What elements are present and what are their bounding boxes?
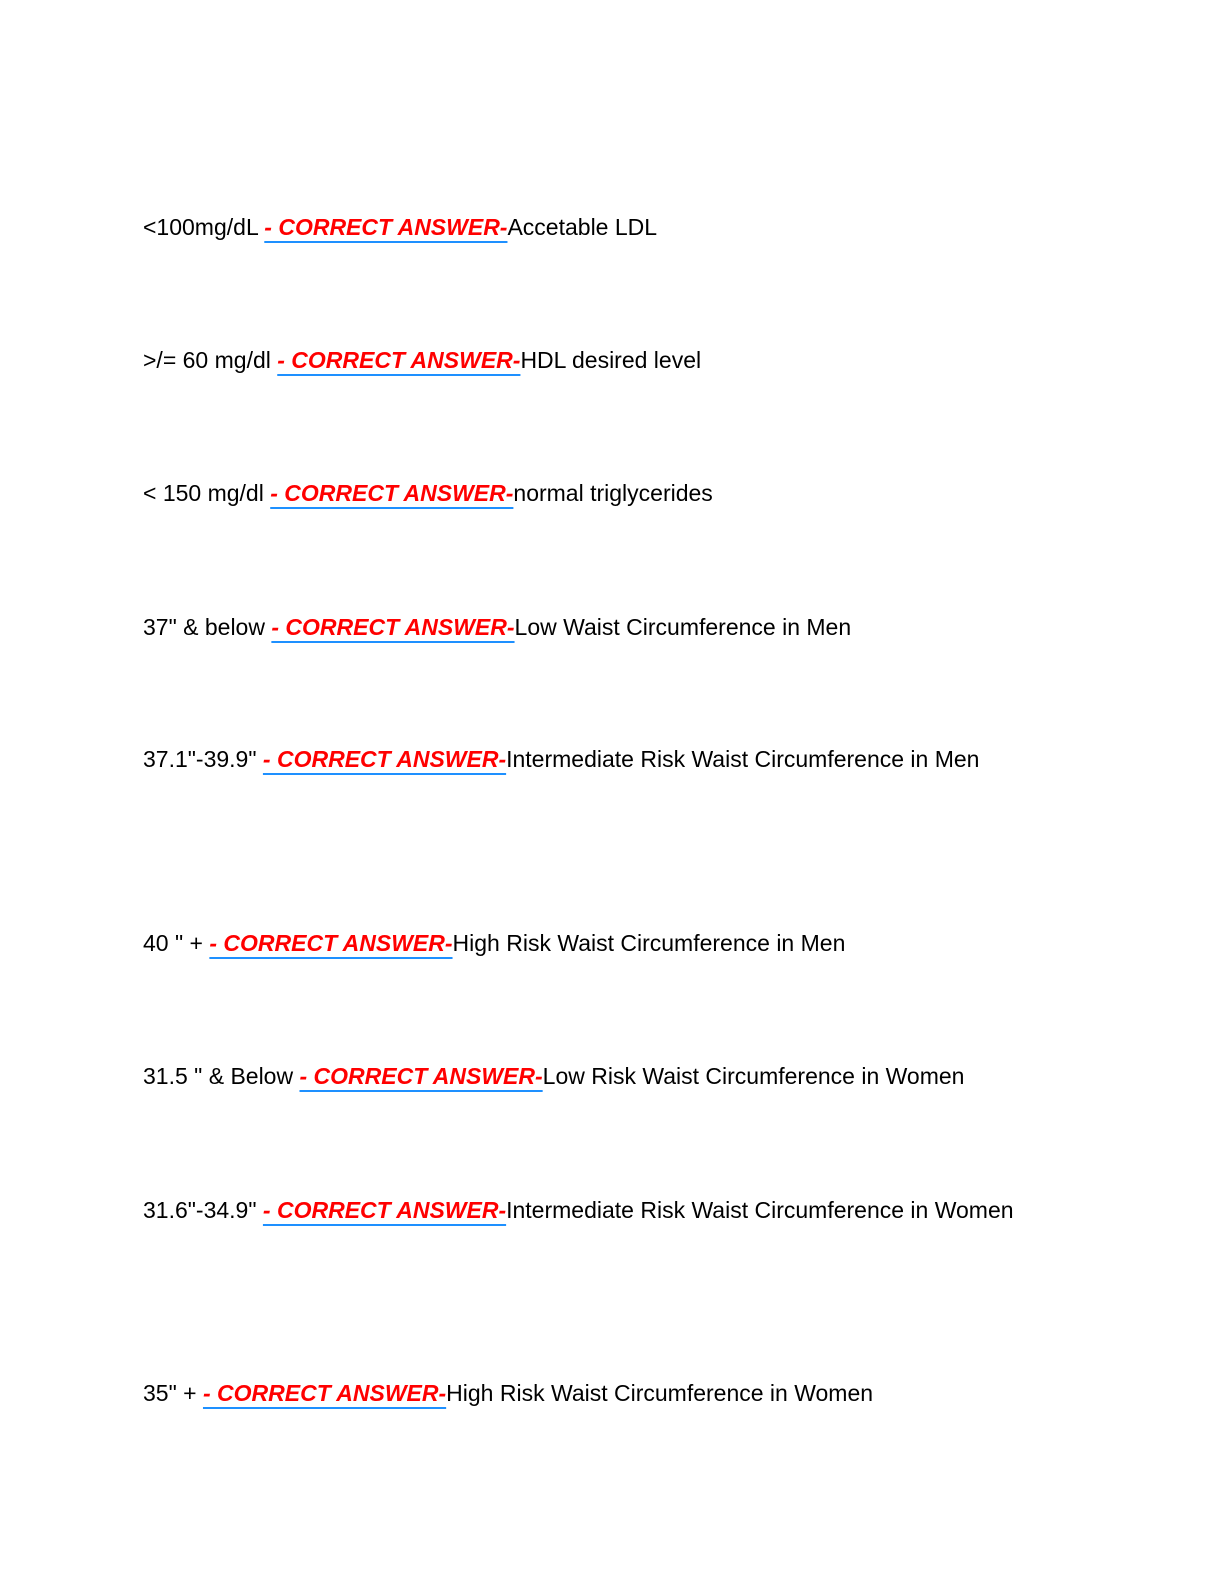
question-text: 37" & below: [143, 614, 272, 640]
question-text: 40 " +: [143, 930, 210, 956]
correct-answer-label: - CORRECT ANSWER-: [299, 1063, 543, 1089]
answer-text: HDL desired level: [520, 347, 702, 373]
qa-item-ldl: [143, 202, 1063, 253]
question-text: 31.5 " & Below: [143, 1063, 300, 1089]
qa-item-hdl: [143, 335, 1063, 386]
correct-answer-label: - CORRECT ANSWER-: [209, 930, 453, 956]
qa-item-triglycerides: [143, 468, 1063, 519]
answer-text: Low Waist Circumference in Men: [514, 614, 852, 640]
correct-answer-label: - CORRECT ANSWER-: [262, 1197, 507, 1223]
correct-answer-label: - CORRECT ANSWER-: [202, 1380, 447, 1406]
qa-item-women-low: [143, 1051, 1063, 1102]
qa-item-women-high: [143, 1368, 1063, 1419]
answer-text: Low Risk Waist Circumference in Women: [542, 1063, 965, 1089]
question-text: <100mg/dL: [143, 214, 265, 240]
question-text: 31.6"-34.9": [143, 1197, 263, 1223]
question-text: 37.1"-39.9": [143, 746, 263, 772]
qa-item-men-low: [143, 602, 1063, 653]
correct-answer-label: - CORRECT ANSWER-: [264, 214, 508, 240]
answer-text: Accetable LDL: [507, 214, 658, 240]
qa-item-men-intermediate: [143, 734, 1063, 785]
qa-item-men-high: [143, 918, 1063, 969]
qa-item-women-intermediate: [143, 1185, 1063, 1236]
correct-answer-label: - CORRECT ANSWER-: [277, 347, 521, 373]
correct-answer-label: - CORRECT ANSWER-: [262, 746, 507, 772]
answer-text: normal triglycerides: [513, 480, 713, 506]
correct-answer-label: - CORRECT ANSWER-: [271, 614, 515, 640]
answer-text: Intermediate Risk Waist Circumference in Women: [506, 1197, 1014, 1223]
answer-text: Intermediate Risk Waist Circumference in Men: [506, 746, 980, 772]
question-text: 35" +: [143, 1380, 203, 1406]
correct-answer-label: - CORRECT ANSWER-: [270, 480, 514, 506]
answer-text: High Risk Waist Circumference in Men: [452, 930, 846, 956]
question-text: >/= 60 mg/dl: [143, 347, 278, 373]
answer-text: High Risk Waist Circumference in Women: [446, 1380, 874, 1406]
question-text: < 150 mg/dl: [143, 480, 271, 506]
